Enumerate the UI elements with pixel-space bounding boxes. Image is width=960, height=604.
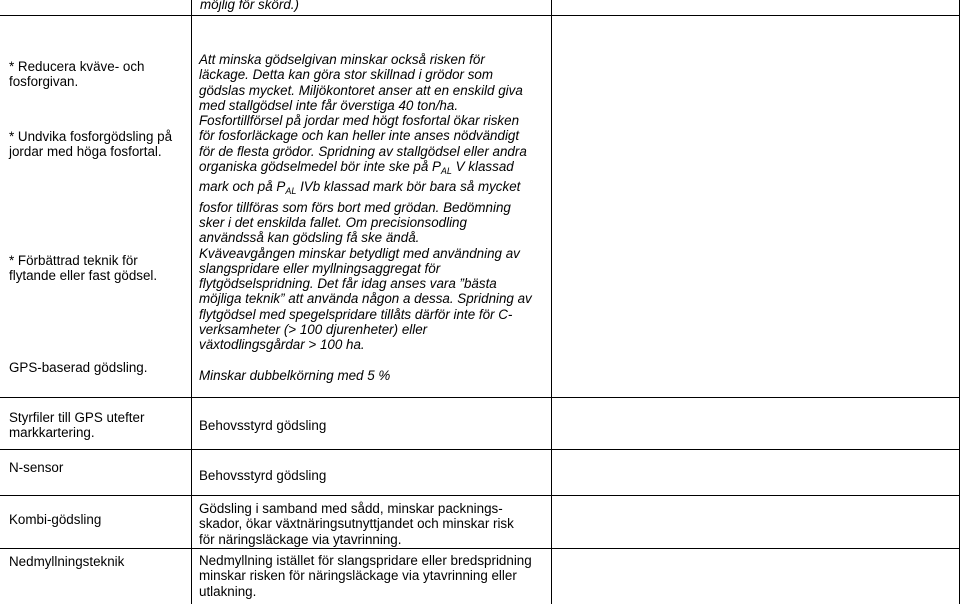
row-right-styrfiler: Behovsstyrd gödsling	[199, 418, 327, 433]
row-left-nedmyllning: Nedmyllningsteknik	[9, 554, 125, 569]
table-rule	[191, 0, 192, 604]
table-rule	[0, 548, 960, 549]
effect-gps: Minskar dubbelkörning med 5 %	[199, 368, 391, 383]
para-reduce: Att minska gödselgivan minskar också risken för läckage. Detta kan göra stor skillnad i grödor som gödslas mycket. Miljökontoret anser att en enskild giva med stallgödsel inte får överstiga 40 ton/ha.	[199, 52, 523, 113]
row-left-styrfiler: Styrfiler till GPS utefter markkartering.	[9, 410, 145, 441]
row-right-kombi: Gödsling i samband med sådd, minskar packnings- skador, ökar växtnäringsutnyttjandet och minskar risk för näringsläckage via ytavrinning.	[199, 501, 514, 547]
table-rule	[0, 15, 960, 16]
measure-reduce-inputs: * Reducera kväve- och fosforgivan.	[9, 59, 145, 90]
row-left-nsensor: N-sensor	[9, 460, 64, 475]
continued-text: möjlig för skörd.)	[200, 0, 299, 12]
table-rule	[551, 0, 552, 604]
table-rule	[0, 449, 960, 450]
table-rule	[0, 495, 960, 496]
row-left-kombi: Kombi-gödsling	[9, 512, 102, 527]
table-rule	[0, 397, 960, 398]
row-right-nsensor: Behovsstyrd gödsling	[199, 468, 327, 483]
measure-gps: GPS-baserad gödsling.	[9, 360, 148, 375]
effect-description	[199, 52, 549, 353]
measure-improved-technique: * Förbättrad teknik för flytande eller fast gödsel.	[9, 253, 158, 284]
measure-avoid-phosphorus: * Undvika fosforgödsling på jordar med höga fosfortal.	[9, 129, 173, 160]
para-manure: Kväveavgången minskar betydligt med användning av slangspridare eller myllningsaggregat för flytgödselspridning. Det får idag anses vara ”bästa möjliga teknik” att använda någon a dessa. Spridning av flytgödsel med spegelspridare tillåts därför inte för C- verksamheter (> 100 djurenheter) eller växtodlingsgårdar > 100 ha.	[199, 245, 532, 353]
para-phosphorus: Fosfortillförsel på jordar med högt fosfortal ökar risken för fosforläckage och kan heller inte anses nödvändigt för de flesta grödor. Spridning av stallgödsel eller andra organiska gödselmedel bör inte ske på $P_{AL}$ V klassad mark och på $P_{AL}$ IVb klassad mark bör bara så mycket fosfor tillföras som förs bort med grödan. Bedömning sker i det enskilda fallet. Om precisionsodling användsså kan gödsling få ske ändå.	[199, 113, 527, 246]
row-right-nedmyllning: Nedmyllning istället för slangspridare eller bredspridning minskar risken för näringsläckage via ytavrinning eller utlakning.	[199, 553, 532, 599]
